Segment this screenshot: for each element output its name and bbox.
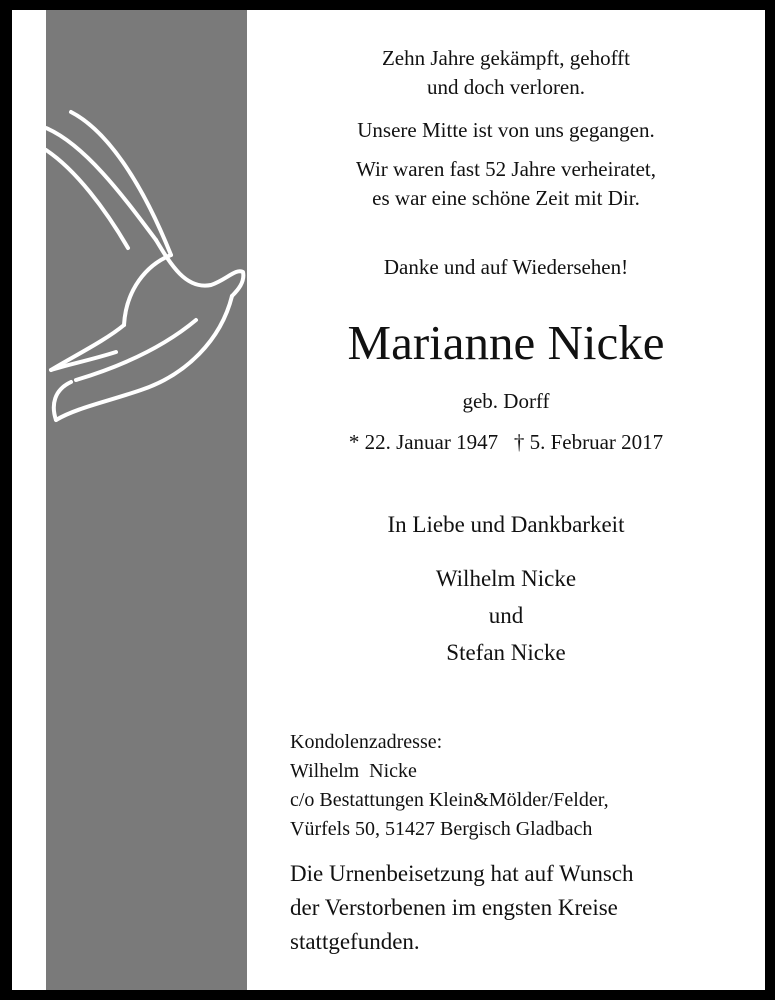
mourner-conjunction: und	[488, 603, 524, 628]
verse-line-5: es war eine schöne Zeit mit Dir.	[372, 186, 640, 210]
burial-note-line-1: Die Urnenbeisetzung hat auf Wunsch	[290, 861, 634, 886]
burial-note-line-2: der Verstorbenen im engsten Kreise	[290, 895, 618, 920]
condolence-heading: Kondolenzadresse:	[290, 731, 443, 753]
life-dates: * 22. Januar 1947 † 5. Februar 2017	[348, 430, 664, 454]
gray-side-band	[46, 10, 247, 990]
condolence-line-2: c/o Bestattungen Klein&Mölder/Felder,	[290, 789, 609, 811]
condolence-line-1: Wilhelm Nicke	[290, 760, 417, 782]
verse-line-3: Unsere Mitte ist von uns gegangen.	[357, 118, 655, 142]
mourner-name-1: Wilhelm Nicke	[435, 566, 577, 591]
verse-line-1: Zehn Jahre gekämpft, gehofft	[381, 46, 631, 70]
mourner-name-2: Stefan Nicke	[446, 640, 566, 665]
condolence-line-3: Vürfels 50, 51427 Bergisch Gladbach	[290, 818, 593, 840]
mourners-intro: In Liebe und Dankbarkeit	[387, 512, 625, 537]
obituary-text	[247, 10, 765, 990]
burial-note-line-3: stattgefunden.	[290, 929, 420, 954]
verse-line-4: Wir waren fast 52 Jahre verheiratet,	[355, 157, 656, 181]
maiden-name: geb. Dorff	[462, 389, 550, 413]
farewell-line: Danke und auf Wiedersehen!	[383, 255, 629, 279]
dove-icon	[46, 90, 247, 430]
deceased-name: Marianne Nicke	[347, 315, 665, 370]
verse-line-2: und doch verloren.	[426, 75, 586, 99]
